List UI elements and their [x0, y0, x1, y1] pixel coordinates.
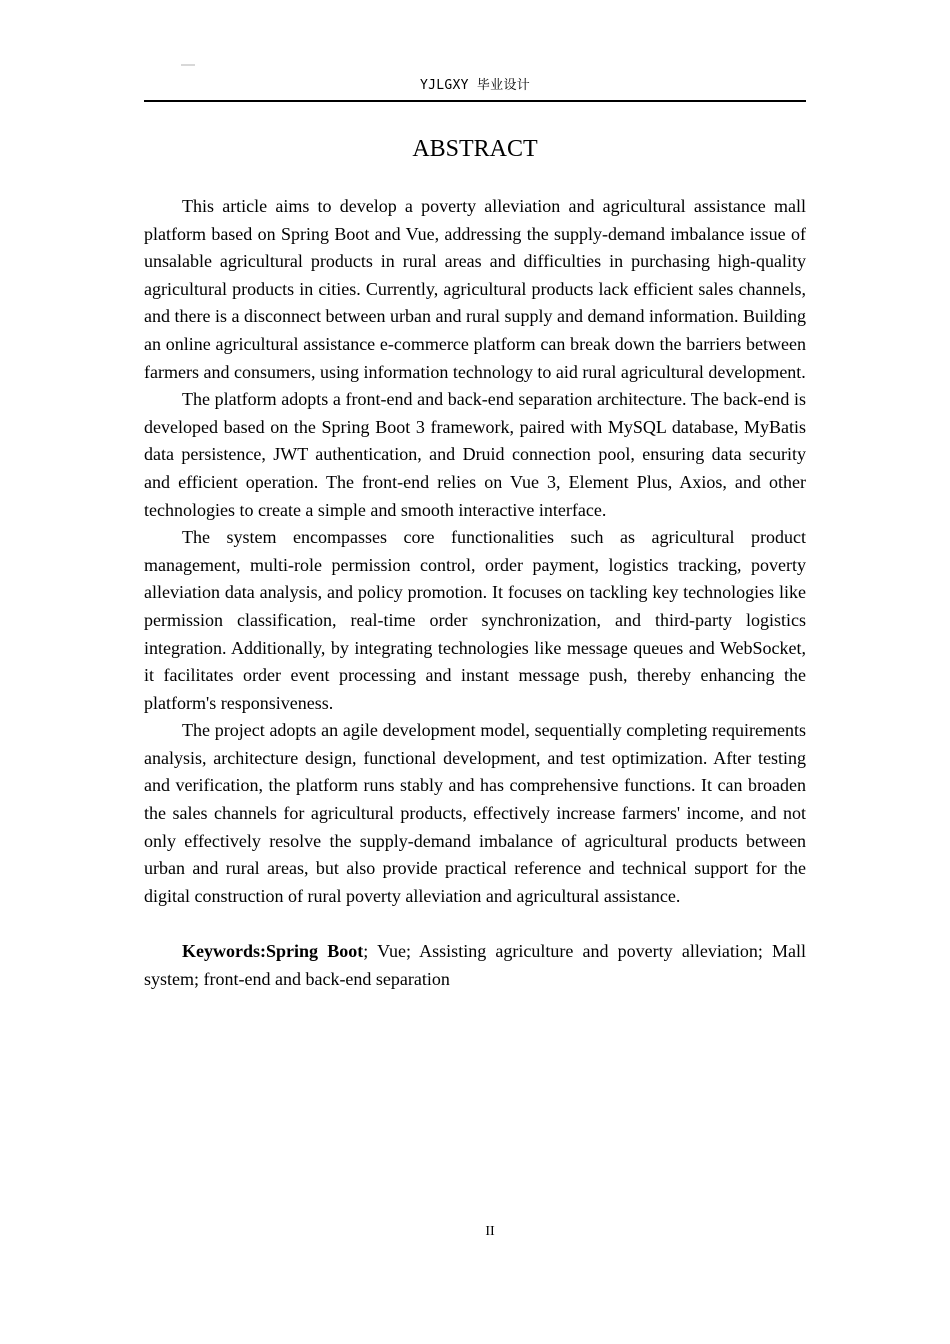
keywords-rest: ; Vue; Assisting agriculture and poverty alleviation; Mall system; front-end and back-end separation	[144, 941, 806, 989]
page-number: II	[485, 1224, 495, 1239]
abstract-title: ABSTRACT	[412, 136, 538, 162]
abstract-paragraph-3: The system encompasses core functionalities such as agricultural product management, multi-role permission control, order payment, logistics tracking, poverty alleviation data analysis, and policy promotion. It focuses on tackling key technologies like permission classification, real-time order synchronization, and third-party logistics integration. Additionally, by integrating technologies like message queues and WebSocket, it facilitates order event processing and instant message push, thereby enhancing the platform's responsiveness.	[144, 527, 806, 713]
abstract-body	[144, 193, 806, 993]
page-header: YJLGXY 毕业设计	[419, 78, 531, 93]
abstract-paragraph-1: This article aims to develop a poverty alleviation and agricultural assistance mall platform based on Spring Boot and Vue, addressing the supply-demand imbalance issue of unsalable agricultural products in rural areas and difficulties in purchasing high-quality agricultural products in cities. Currently, agricultural products lack efficient sales channels, and there is a disconnect between urban and rural supply and demand information. Building an online agricultural assistance e-commerce platform can break down the barriers between farmers and consumers, using information technology to aid rural agricultural development.	[144, 196, 806, 382]
abstract-paragraph-4: The project adopts an agile development model, sequentially completing requirements analysis, architecture design, functional development, and test optimization. After testing and verification, the platform runs stably and has comprehensive functions. It can broaden the sales channels for agricultural products, effectively increase farmers' income, and not only effectively resolve the supply-demand imbalance of agricultural products between urban and rural areas, but also provide practical reference and technical support for the digital construction of rural poverty alleviation and agricultural assistance.	[144, 720, 806, 906]
header-mark	[181, 64, 195, 66]
keyword-spring-boot: Spring Boot	[266, 941, 364, 962]
abstract-paragraph-2: The platform adopts a front-end and back-end separation architecture. The back-end is developed based on the Spring Boot 3 framework, paired with MySQL database, MyBatis data persistence, JWT authentication, and Druid connection pool, ensuring data security and efficient operation. The front-end relies on Vue 3, Element Plus, Axios, and other technologies to create a simple and smooth interactive interface.	[144, 389, 806, 520]
keywords-label: Keywords:	[182, 941, 266, 962]
keywords-line	[144, 938, 806, 993]
header-divider	[144, 100, 806, 102]
